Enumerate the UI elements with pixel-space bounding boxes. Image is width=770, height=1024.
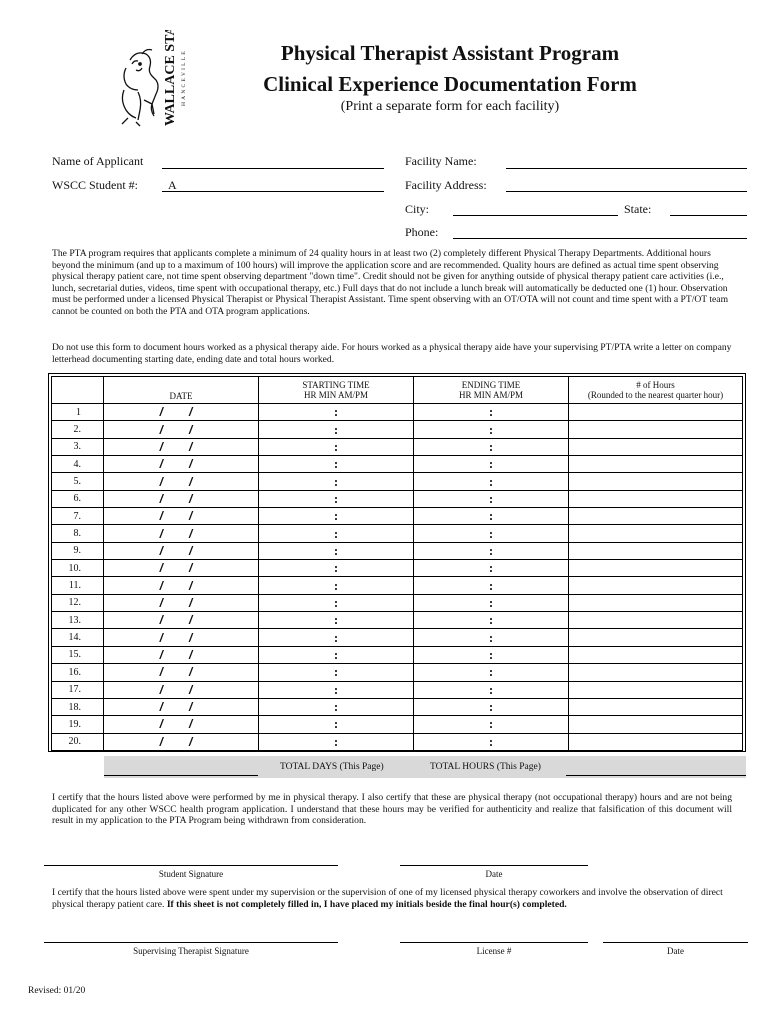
date-separator: /: [159, 491, 163, 506]
table-row: [52, 490, 743, 507]
logo-wordmark: WALLACE STATE: [163, 30, 178, 126]
date-separator: /: [159, 682, 163, 697]
ending-time-cell[interactable]: [414, 664, 569, 681]
ending-time-cell[interactable]: [414, 542, 569, 559]
date-separator: /: [189, 474, 193, 489]
phone-field[interactable]: [453, 225, 747, 239]
date-separator: /: [189, 457, 193, 472]
hours-cell[interactable]: [569, 456, 743, 473]
time-separator: :: [488, 716, 494, 732]
ending-time-cell[interactable]: [414, 646, 569, 663]
row-number: 1: [52, 404, 104, 421]
time-separator: :: [333, 456, 339, 472]
row-number: 3.: [52, 438, 104, 455]
date-separator: /: [189, 717, 193, 732]
date-cell[interactable]: [104, 698, 259, 715]
hours-cell[interactable]: [569, 404, 743, 421]
hours-cell[interactable]: [569, 560, 743, 577]
row-number: 18.: [52, 698, 104, 715]
time-separator: :: [488, 664, 494, 680]
date-cell[interactable]: [104, 664, 259, 681]
starting-time-cell[interactable]: [259, 508, 414, 525]
date-separator: /: [189, 734, 193, 749]
applicant-name-label: Name of Applicant: [52, 154, 144, 168]
starting-time-cell[interactable]: [259, 698, 414, 715]
ending-time-header: ENDING TIME HR MIN AM/PM: [414, 377, 569, 404]
facility-address-label: Facility Address:: [405, 178, 487, 192]
time-separator: :: [333, 681, 339, 697]
date-separator: /: [189, 595, 193, 610]
supervisor-certification-text: I certify that the hours listed above were spent under my supervision or the supervision of one of my licensed physical therapy coworkers and involve the observation of direct physical therapy patient care. If this sheet is not completely filled in, I have placed my initials beside the final hour(s) completed.: [52, 887, 723, 910]
hours-cell[interactable]: [569, 698, 743, 715]
time-separator: :: [333, 438, 339, 454]
date-cell[interactable]: [104, 560, 259, 577]
hours-cell[interactable]: [569, 490, 743, 507]
time-separator: :: [333, 664, 339, 680]
date-separator: /: [189, 700, 193, 715]
license-number-label: License #: [476, 946, 512, 956]
hours-cell[interactable]: [569, 542, 743, 559]
row-number-header: [52, 377, 104, 404]
row-number: 15.: [52, 646, 104, 663]
ending-time-cell[interactable]: [414, 733, 569, 750]
form-title-line-2: Clinical Experience Documentation Form: [263, 72, 637, 96]
table-row: [52, 716, 743, 733]
aide-notice-paragraph: Do not use this form to document hours worked as a physical therapy aide. For hours worked as a physical therapy aide have your supervising PT/PTA write a letter on company letterhead documenting starting date, ending date and total hours worked.: [52, 342, 732, 365]
table-row: [52, 681, 743, 698]
time-separator: :: [333, 404, 339, 420]
date-cell[interactable]: [104, 577, 259, 594]
time-separator: :: [333, 629, 339, 645]
city-label: City:: [405, 202, 430, 216]
starting-time-cell[interactable]: [259, 438, 414, 455]
time-separator: :: [488, 612, 494, 628]
time-separator: :: [488, 456, 494, 472]
hours-cell[interactable]: [569, 473, 743, 490]
date-cell[interactable]: [104, 733, 259, 750]
date-cell[interactable]: [104, 473, 259, 490]
starting-time-cell[interactable]: [259, 421, 414, 438]
time-separator: :: [488, 438, 494, 454]
time-separator: :: [488, 490, 494, 506]
student-number-label: WSCC Student #:: [52, 178, 139, 192]
date-cell[interactable]: [104, 490, 259, 507]
ending-time-cell[interactable]: [414, 629, 569, 646]
time-separator: :: [333, 508, 339, 524]
total-days-line[interactable]: [104, 775, 258, 776]
time-separator: :: [488, 525, 494, 541]
starting-time-cell[interactable]: [259, 664, 414, 681]
form-subtitle: (Print a separate form for each facility): [340, 99, 560, 114]
table-row: [52, 629, 743, 646]
time-separator: :: [333, 577, 339, 593]
row-number: 12.: [52, 594, 104, 611]
date-separator: /: [189, 422, 193, 437]
hours-cell[interactable]: [569, 438, 743, 455]
date-separator: /: [159, 613, 163, 628]
date-cell[interactable]: [104, 404, 259, 421]
time-separator: :: [488, 699, 494, 715]
date-cell[interactable]: [104, 456, 259, 473]
starting-time-cell[interactable]: [259, 473, 414, 490]
total-hours-label: TOTAL HOURS (This Page): [430, 762, 541, 772]
student-signature-line[interactable]: [44, 865, 338, 866]
date-cell[interactable]: [104, 681, 259, 698]
student-date-label: Date: [485, 869, 503, 879]
time-separator: :: [488, 421, 494, 437]
date-separator: /: [159, 405, 163, 420]
row-number: 7.: [52, 508, 104, 525]
row-number: 6.: [52, 490, 104, 507]
row-number: 2.: [52, 421, 104, 438]
date-separator: /: [159, 578, 163, 593]
date-separator: /: [159, 561, 163, 576]
date-separator: /: [159, 526, 163, 541]
row-number: 19.: [52, 716, 104, 733]
date-separator: /: [189, 578, 193, 593]
date-cell[interactable]: [104, 629, 259, 646]
time-separator: :: [333, 716, 339, 732]
state-label: State:: [624, 202, 652, 216]
ending-time-cell[interactable]: [414, 490, 569, 507]
state-field[interactable]: [670, 202, 747, 216]
starting-time-cell[interactable]: [259, 681, 414, 698]
date-cell[interactable]: [104, 594, 259, 611]
time-separator: :: [333, 646, 339, 662]
date-cell[interactable]: [104, 421, 259, 438]
table-row: [52, 542, 743, 559]
ending-time-cell[interactable]: [414, 698, 569, 715]
ending-time-cell[interactable]: [414, 560, 569, 577]
date-separator: /: [159, 457, 163, 472]
table-row: [52, 421, 743, 438]
table-row: [52, 560, 743, 577]
date-cell[interactable]: [104, 716, 259, 733]
time-separator: :: [488, 577, 494, 593]
ending-time-cell[interactable]: [414, 421, 569, 438]
table-row: [52, 646, 743, 663]
date-cell[interactable]: [104, 646, 259, 663]
table-row: [52, 664, 743, 681]
ending-time-cell[interactable]: [414, 716, 569, 733]
table-row: [52, 577, 743, 594]
time-separator: :: [333, 421, 339, 437]
applicant-name-field[interactable]: [162, 155, 384, 169]
license-number-line[interactable]: [400, 942, 588, 943]
date-cell[interactable]: [104, 525, 259, 542]
row-number: 4.: [52, 456, 104, 473]
row-number: 9.: [52, 542, 104, 559]
hours-cell[interactable]: [569, 733, 743, 750]
date-separator: /: [189, 665, 193, 680]
facility-name-label: Facility Name:: [405, 154, 477, 168]
date-header: DATE: [104, 377, 259, 404]
hours-cell[interactable]: [569, 681, 743, 698]
total-days-label: TOTAL DAYS (This Page): [280, 762, 384, 772]
row-number: 8.: [52, 525, 104, 542]
starting-time-cell[interactable]: [259, 733, 414, 750]
supervisor-signature-line[interactable]: [44, 942, 338, 943]
date-separator: /: [189, 509, 193, 524]
time-separator: :: [333, 542, 339, 558]
starting-time-cell[interactable]: [259, 629, 414, 646]
starting-time-cell[interactable]: [259, 456, 414, 473]
date-separator: /: [189, 405, 193, 420]
city-field[interactable]: [453, 202, 618, 216]
date-cell[interactable]: [104, 438, 259, 455]
table-row: [52, 508, 743, 525]
table-row: [52, 612, 743, 629]
date-separator: /: [159, 422, 163, 437]
date-separator: /: [159, 474, 163, 489]
row-number: 14.: [52, 629, 104, 646]
starting-time-cell[interactable]: [259, 716, 414, 733]
time-separator: :: [488, 473, 494, 489]
row-number: 5.: [52, 473, 104, 490]
date-separator: /: [189, 682, 193, 697]
hours-cell[interactable]: [569, 646, 743, 663]
time-separator: :: [333, 594, 339, 610]
date-separator: /: [159, 543, 163, 558]
supervisor-date-line[interactable]: [603, 942, 748, 943]
row-number: 10.: [52, 560, 104, 577]
ending-time-cell[interactable]: [414, 438, 569, 455]
supervisor-initials-notice: If this sheet is not completely filled in, I have placed my initials beside the final hour(s) completed.: [166, 898, 567, 910]
starting-time-cell[interactable]: [259, 404, 414, 421]
table-row: [52, 456, 743, 473]
table-row: [52, 438, 743, 455]
date-separator: /: [189, 543, 193, 558]
hours-cell[interactable]: [569, 629, 743, 646]
date-separator: /: [159, 734, 163, 749]
time-separator: :: [333, 560, 339, 576]
time-separator: :: [333, 525, 339, 541]
total-hours-line[interactable]: [566, 775, 746, 776]
instructions-paragraph: The PTA program requires that applicants complete a minimum of 24 quality hours in at least two (2) completely different Physical Therapy Departments. Additional hours beyond the minimum (and up to a maximum of 100 hours) will improve the application score and are recommended. Quality hours are defined as actual time spent observing physical therapy patient care, not time spent observing department "down time". Credit should not be given for anything outside of physical therapy patient care activities (i.e., lunch, secretarial duties, videos, time spent with occupational therapy, etc.) Full days that do not include a lunch break will automatically be deducted one (1) hour. Observation must be performed under a licensed Physical Therapist or Physical Therapist Assistant. Time spent observing with an OT/OTA will not count and time spent with a PT/OT team cannot be counted on both the PTA and OTA program applications.: [52, 248, 729, 317]
row-number: 20.: [52, 733, 104, 750]
time-separator: :: [488, 733, 494, 749]
facility-name-field[interactable]: [506, 155, 747, 169]
date-separator: /: [189, 613, 193, 628]
applicant-certification-text: I certify that the hours listed above were performed by me in physical therapy. I also certify that these are physical therapy (not occupational therapy) hours and are not being duplicated for any other WSCC health program application. I understand that these hours may be verified for authenticity and realize that falsification of this document will result in my application to the PTA Program being withdrawn from consideration.: [52, 792, 732, 827]
date-separator: /: [189, 439, 193, 454]
date-separator: /: [189, 561, 193, 576]
logo-city: HANCEVILLE: [181, 49, 187, 106]
time-separator: :: [333, 473, 339, 489]
ending-time-cell[interactable]: [414, 594, 569, 611]
table-row: [52, 473, 743, 490]
date-separator: /: [189, 491, 193, 506]
row-number: 17.: [52, 681, 104, 698]
hours-cell[interactable]: [569, 664, 743, 681]
starting-time-cell[interactable]: [259, 612, 414, 629]
time-separator: :: [488, 404, 494, 420]
hours-cell[interactable]: [569, 421, 743, 438]
wallace-state-logo: [112, 30, 192, 130]
table-row: [52, 733, 743, 750]
row-number: 13.: [52, 612, 104, 629]
date-cell[interactable]: [104, 612, 259, 629]
form-title-line-1: Physical Therapist Assistant Program: [280, 41, 620, 65]
starting-time-cell[interactable]: [259, 560, 414, 577]
ending-time-cell[interactable]: [414, 456, 569, 473]
student-signature-label: Student Signature: [158, 869, 224, 879]
date-separator: /: [189, 526, 193, 541]
date-separator: /: [159, 700, 163, 715]
date-cell[interactable]: [104, 508, 259, 525]
table-row: [52, 594, 743, 611]
starting-time-cell[interactable]: [259, 542, 414, 559]
date-separator: /: [189, 647, 193, 662]
date-separator: /: [159, 439, 163, 454]
hours-cell[interactable]: [569, 612, 743, 629]
lion-emblem-icon: [122, 50, 158, 127]
hours-cell[interactable]: [569, 594, 743, 611]
table-row: [52, 525, 743, 542]
starting-time-cell[interactable]: [259, 646, 414, 663]
ending-time-cell[interactable]: [414, 525, 569, 542]
hours-log-table: [48, 373, 746, 752]
starting-time-cell[interactable]: [259, 594, 414, 611]
date-cell[interactable]: [104, 542, 259, 559]
time-separator: :: [488, 542, 494, 558]
time-separator: :: [488, 629, 494, 645]
table-row: [52, 404, 743, 421]
time-separator: :: [333, 612, 339, 628]
starting-time-cell[interactable]: [259, 490, 414, 507]
hours-cell[interactable]: [569, 716, 743, 733]
date-separator: /: [159, 717, 163, 732]
hours-cell[interactable]: [569, 525, 743, 542]
supervisor-signature-label: Supervising Therapist Signature: [133, 946, 249, 956]
row-number: 11.: [52, 577, 104, 594]
ending-time-cell[interactable]: [414, 577, 569, 594]
ending-time-cell[interactable]: [414, 473, 569, 490]
hours-header: # of Hours (Rounded to the nearest quarter hour): [569, 377, 743, 404]
ending-time-cell[interactable]: [414, 612, 569, 629]
hours-cell[interactable]: [569, 577, 743, 594]
starting-time-cell[interactable]: [259, 525, 414, 542]
time-separator: :: [488, 681, 494, 697]
date-separator: /: [159, 647, 163, 662]
table-row: [52, 698, 743, 715]
date-separator: /: [159, 630, 163, 645]
ending-time-cell[interactable]: [414, 404, 569, 421]
facility-address-field[interactable]: [506, 178, 747, 192]
row-number: 16.: [52, 664, 104, 681]
phone-label: Phone:: [405, 225, 439, 239]
time-separator: :: [333, 733, 339, 749]
time-separator: :: [333, 699, 339, 715]
time-separator: :: [488, 594, 494, 610]
time-separator: :: [488, 508, 494, 524]
starting-time-cell[interactable]: [259, 577, 414, 594]
supervisor-date-label: Date: [667, 946, 684, 956]
date-separator: /: [189, 630, 193, 645]
ending-time-cell[interactable]: [414, 681, 569, 698]
revision-date: Revised: 01/20: [28, 986, 86, 996]
date-separator: /: [159, 595, 163, 610]
time-separator: :: [488, 560, 494, 576]
date-separator: /: [159, 509, 163, 524]
date-separator: /: [159, 665, 163, 680]
hours-cell[interactable]: [569, 508, 743, 525]
student-number-field[interactable]: A: [162, 178, 384, 192]
time-separator: :: [488, 646, 494, 662]
student-date-line[interactable]: [400, 865, 588, 866]
starting-time-header: STARTING TIME HR MIN AM/PM: [259, 377, 414, 404]
time-separator: :: [333, 490, 339, 506]
ending-time-cell[interactable]: [414, 508, 569, 525]
